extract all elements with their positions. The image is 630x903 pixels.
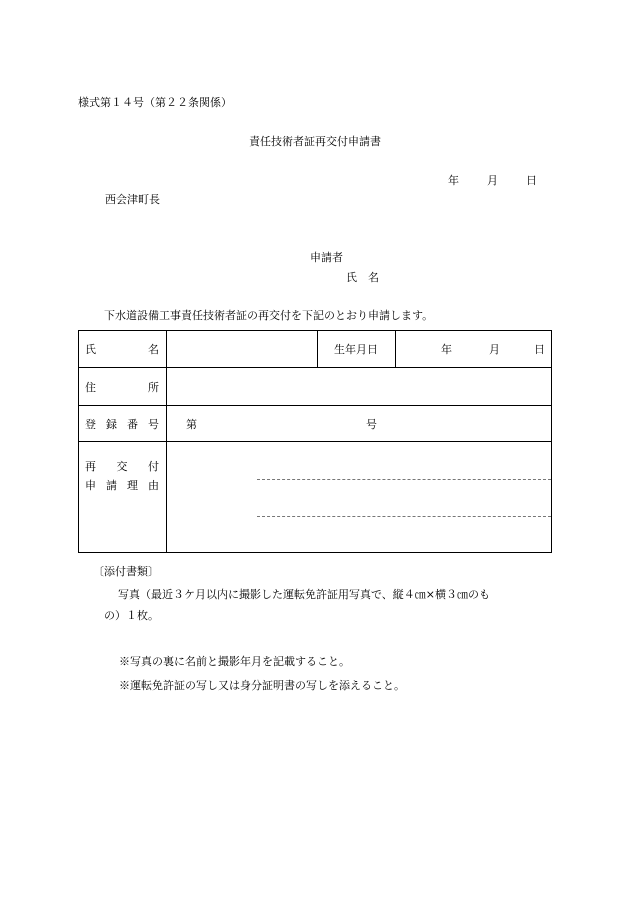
- date-month-label: 月: [487, 174, 498, 187]
- table-column-divider: [166, 331, 167, 552]
- table-row-divider: [79, 405, 551, 406]
- registration-suffix: 号: [366, 418, 377, 431]
- table-row-divider: [79, 441, 551, 442]
- note-photo-back: ※写真の裏に名前と撮影年月を記載すること。: [119, 655, 350, 668]
- birth-year-label: 年: [441, 343, 452, 356]
- applicant-name-label: 氏 名: [346, 271, 379, 284]
- registration-number-label: 登 録 番 号: [85, 418, 159, 431]
- date-year-label: 年: [448, 174, 459, 187]
- reason-field[interactable]: [173, 445, 545, 549]
- intro-text: 下水道設備工事責任技術者証の再交付を下記のとおり申請します。: [104, 309, 434, 322]
- birthdate-label: 生年月日: [334, 343, 378, 356]
- application-table: [78, 330, 552, 553]
- table-column-divider: [395, 331, 396, 367]
- reason-label-line2: 申 請 理 由: [85, 479, 159, 492]
- attachments-text-line2: の）１枚。: [104, 609, 159, 622]
- form-number: 様式第１４号（第２２条関係）: [78, 96, 232, 109]
- registration-number-field[interactable]: [199, 409, 359, 437]
- address-label: 住 所: [85, 381, 159, 394]
- applicant-label: 申請者: [310, 251, 343, 264]
- attachments-header: 〔添付書類〕: [93, 565, 159, 578]
- addressee: 西会津町長: [105, 193, 160, 206]
- name-field[interactable]: [173, 334, 311, 364]
- reason-label-line1: 再 交 付: [85, 460, 159, 473]
- note-id-copy: ※運転免許証の写し又は身分証明書の写しを添えること。: [119, 679, 405, 692]
- name-label: 氏 名: [85, 343, 159, 356]
- document-title: 責任技術者証再交付申請書: [249, 135, 381, 148]
- birth-month-label: 月: [489, 343, 500, 356]
- table-row-divider: [79, 367, 551, 368]
- birth-day-label: 日: [534, 343, 545, 356]
- date-day-label: 日: [526, 174, 537, 187]
- attachments-text-line1: 写真（最近３ケ月以内に撮影した運転免許証用写真で、縦４㎝×横３㎝のも: [118, 588, 490, 601]
- registration-prefix: 第: [186, 418, 197, 431]
- address-field[interactable]: [173, 371, 545, 401]
